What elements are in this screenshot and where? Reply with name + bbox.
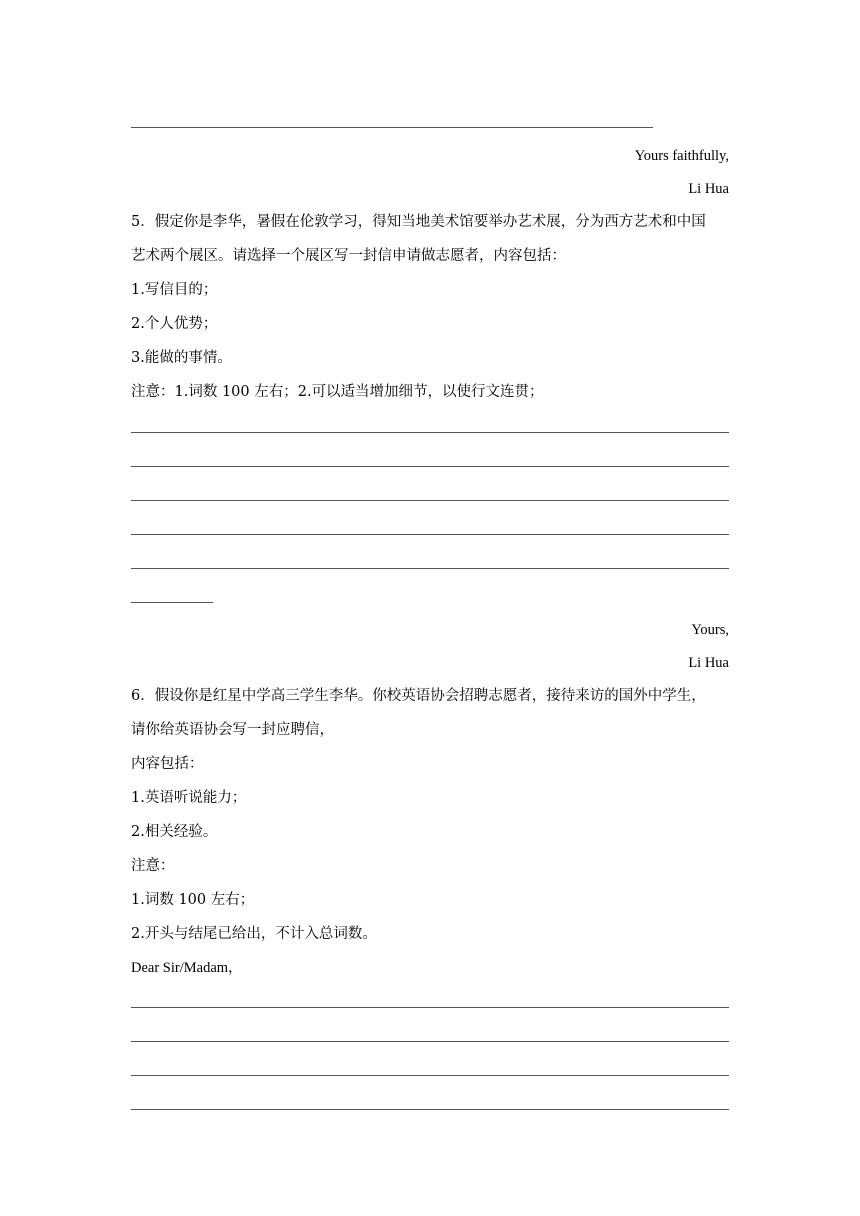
question-5-item-1: 1.写信目的； — [131, 282, 218, 298]
answer-line — [131, 1041, 729, 1042]
answer-line — [131, 500, 729, 501]
closing-yours-faithfully: Yours faithfully, — [634, 148, 729, 164]
answer-line — [131, 1109, 729, 1110]
salutation: Dear Sir/Madam， — [131, 960, 243, 976]
answer-line — [131, 466, 729, 467]
closing-yours: Yours, — [691, 622, 729, 638]
question-5-prompt-line1: 5．假定你是李华，暑假在伦敦学习，得知当地美术馆要举办艺术展，分为西方艺术和中国 — [131, 214, 706, 230]
question-6-note-2: 2.开头与结尾已给出，不计入总词数。 — [131, 926, 377, 942]
question-5-item-2: 2.个人优势； — [131, 316, 218, 332]
question-6-prompt-line2: 请你给英语协会写一封应聘信， — [131, 722, 334, 738]
answer-line — [131, 432, 729, 433]
answer-line — [131, 568, 729, 569]
answer-line — [131, 127, 653, 128]
signature-li-hua: Li Hua — [688, 181, 729, 197]
answer-line — [131, 1075, 729, 1076]
question-6-prompt-line1: 6．假设你是红星中学高三学生李华。你校英语协会招聘志愿者，接待来访的国外中学生， — [131, 688, 706, 704]
question-5-item-3: 3.能做的事情。 — [131, 350, 232, 366]
answer-line — [131, 534, 729, 535]
question-5-prompt-line2: 艺术两个展区。请选择一个展区写一封信申请做志愿者，内容包括： — [131, 248, 566, 264]
question-6-item-2: 2.相关经验。 — [131, 824, 218, 840]
signature-li-hua: Li Hua — [688, 655, 729, 671]
answer-line-short — [131, 602, 213, 603]
question-6-content-label: 内容包括： — [131, 756, 204, 772]
question-6-note-label: 注意： — [131, 858, 175, 874]
question-6-note-1: 1.词数 100 左右； — [131, 892, 255, 908]
question-6-item-1: 1.英语听说能力； — [131, 790, 247, 806]
question-5-note: 注意：1.词数 100 左右；2.可以适当增加细节，以使行文连贯； — [131, 384, 544, 400]
answer-line — [131, 1007, 729, 1008]
